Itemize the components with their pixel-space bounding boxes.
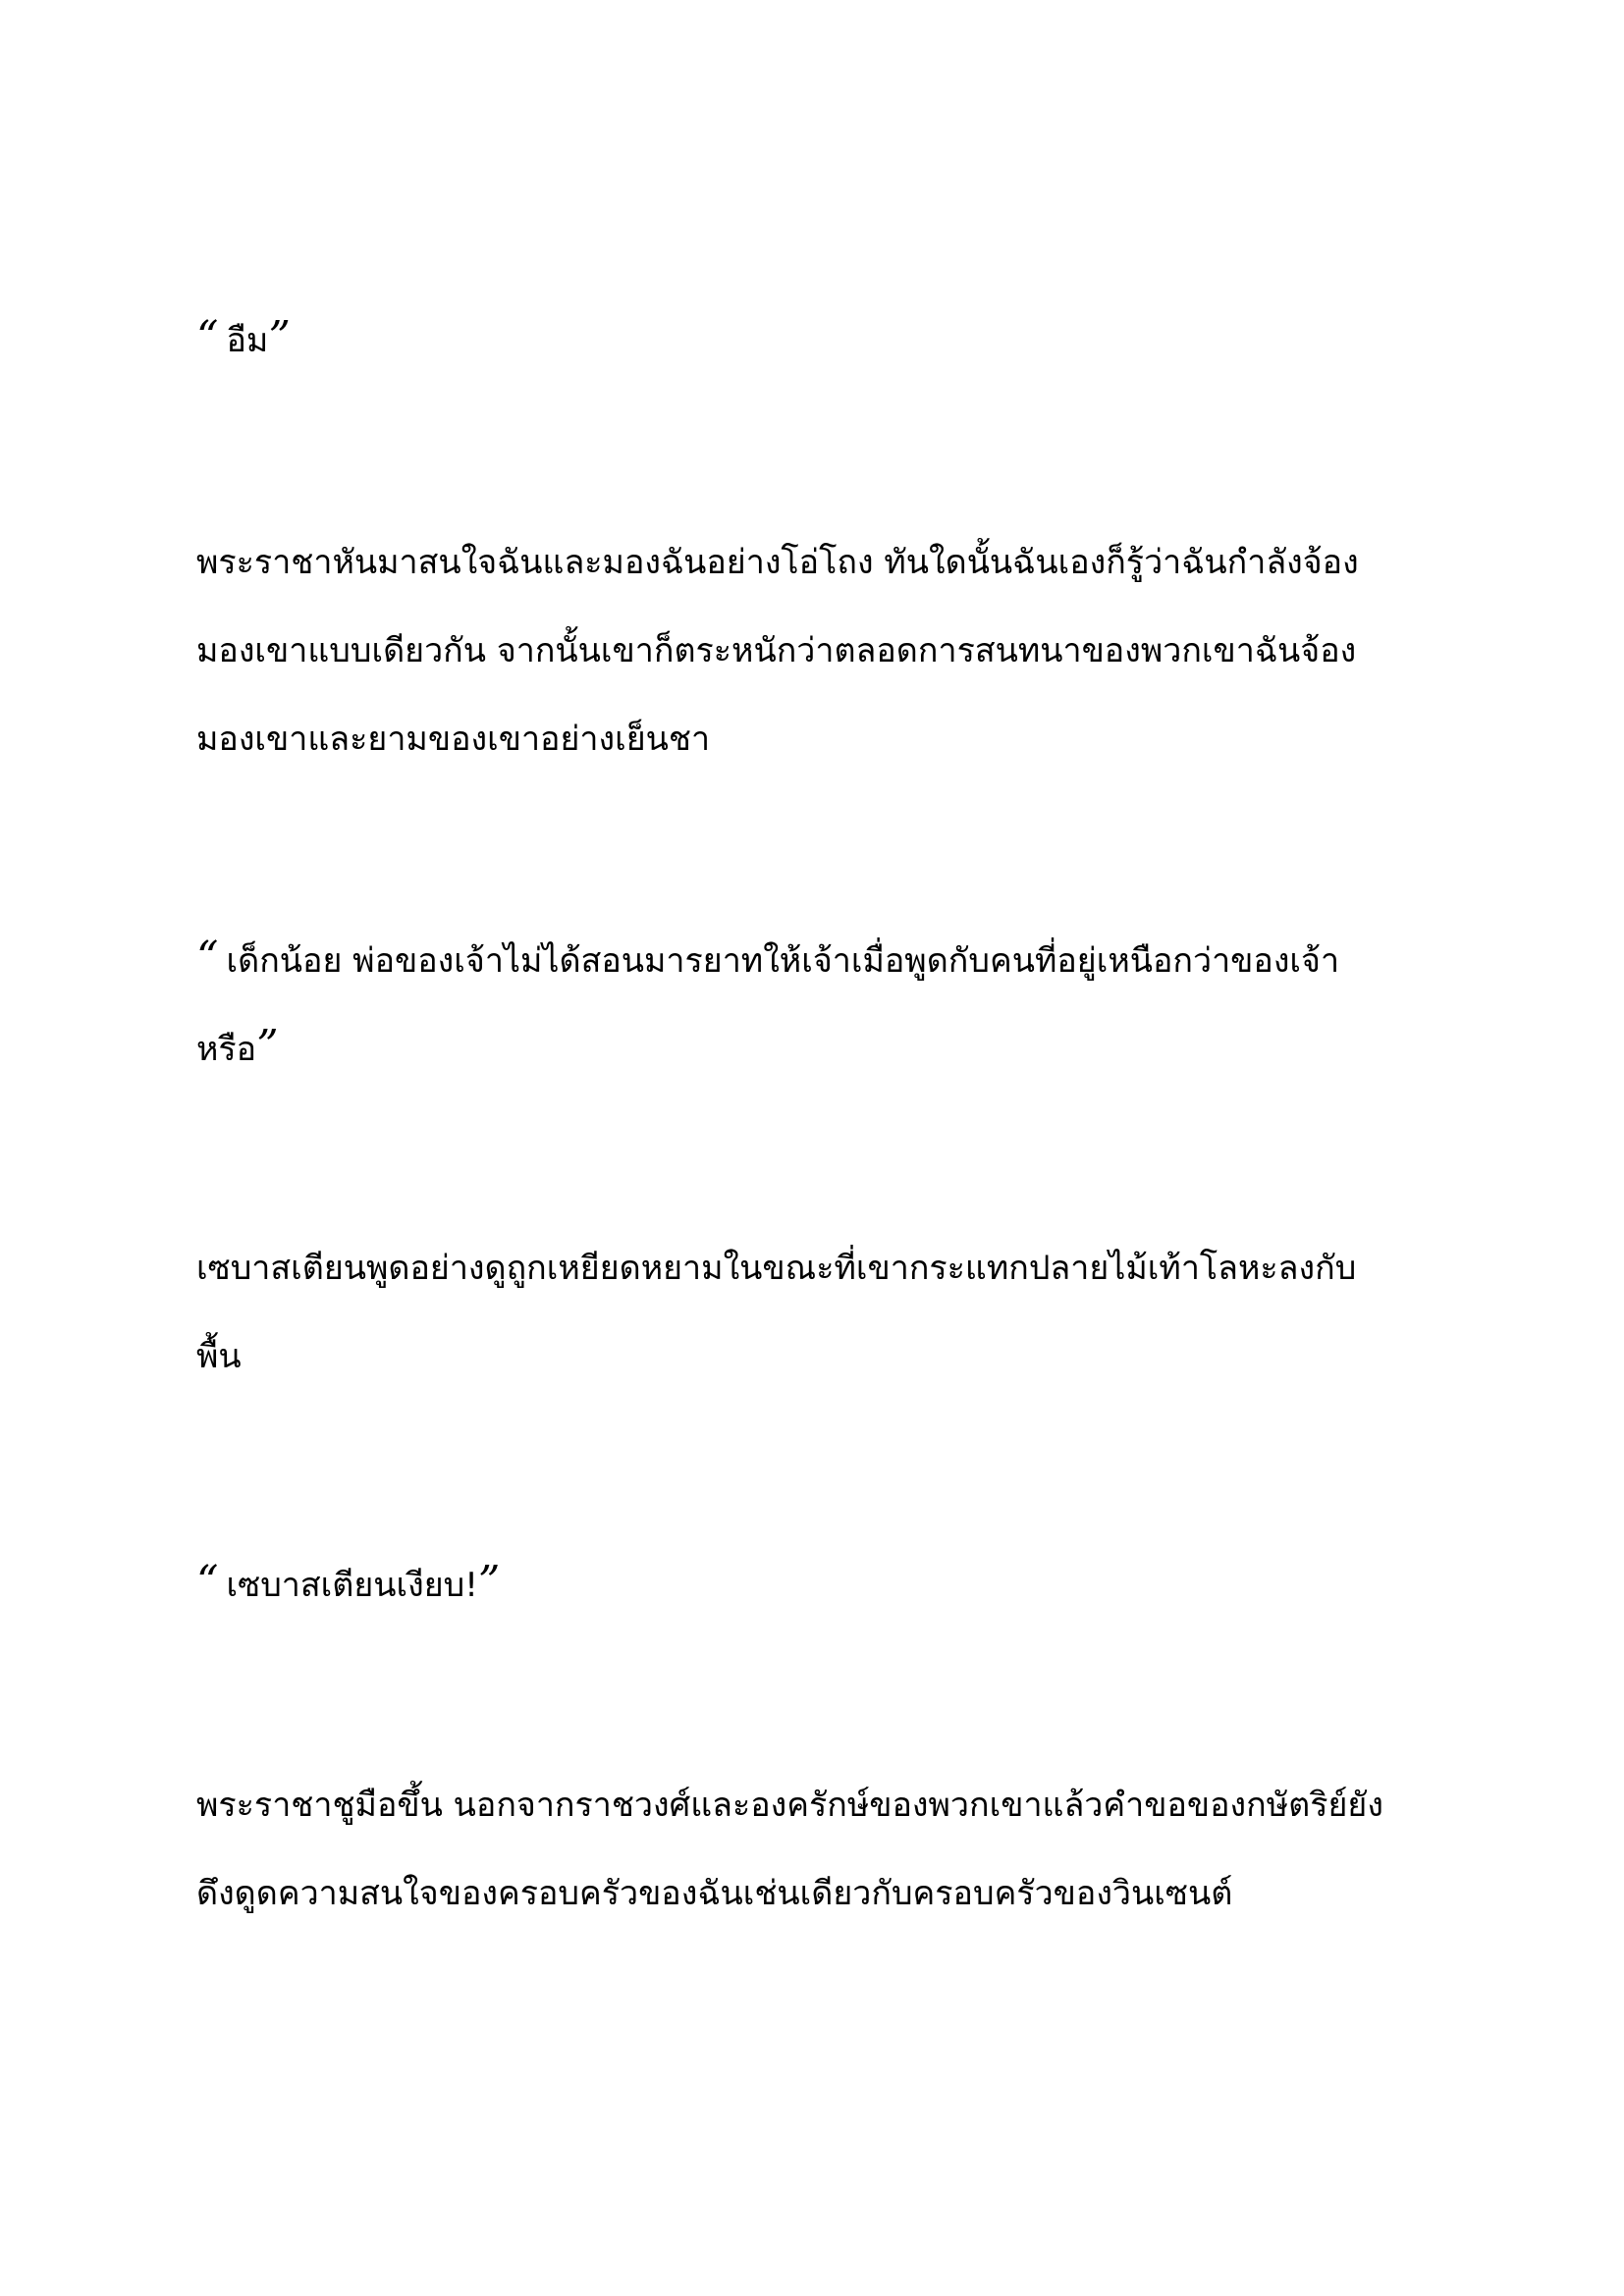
dialogue-line bbox=[196, 1557, 501, 1607]
narration-line: เซบาสเตียนพูดอย่างดูถูกเหยียดหยามในขณะที่เขากระแทกปลายไม้เท้าโลหะลงกับ bbox=[196, 1249, 1357, 1288]
close-quote: ” bbox=[256, 1021, 279, 1071]
narration-line: มองเขาและยามของเขาอย่างเย็นชา bbox=[196, 720, 711, 759]
dialogue-text: หรือ bbox=[196, 1030, 257, 1069]
narration-line: พระราชาหันมาสนใจฉันและมองฉันอย่างโอ่โถง ทันใดนั้นฉันเองก็รู้ว่าฉันกำลังจ้อง bbox=[196, 543, 1359, 582]
close-quote: ” bbox=[477, 1557, 501, 1607]
dialogue-line bbox=[196, 933, 1340, 983]
dialogue-text: เด็กน้อย พ่อของเจ้าไม่ได้สอนมารยาทให้เจ้าเมื่อพูดกับคนที่อยู่เหนือกว่าของเจ้า bbox=[226, 941, 1340, 981]
open-quote: “ bbox=[196, 312, 219, 362]
open-quote: “ bbox=[196, 1557, 219, 1607]
close-quote: ” bbox=[268, 312, 291, 362]
dialogue-line bbox=[196, 312, 291, 362]
dialogue-line bbox=[196, 1021, 279, 1071]
narration-line: พื้น bbox=[196, 1337, 242, 1376]
dialogue-text: เซบาสเตียนเงียบ! bbox=[226, 1566, 478, 1605]
narration-line: ดึงดูดความสนใจของครอบครัวของฉันเช่นเดียวกับครอบครัวของวินเซนต์ bbox=[196, 1874, 1233, 1913]
narration-line: พระราชาชูมือขึ้น นอกจากราชวงศ์และองครักษ์ของพวกเขาแล้วคำขอของกษัตริย์ยัง bbox=[196, 1786, 1383, 1825]
open-quote: “ bbox=[196, 933, 219, 983]
dialogue-text: อืม bbox=[226, 321, 269, 360]
narration-line: มองเขาแบบเดียวกัน จากนั้นเขาก็ตระหนักว่าตลอดการสนทนาของพวกเขาฉันจ้อง bbox=[196, 631, 1357, 670]
